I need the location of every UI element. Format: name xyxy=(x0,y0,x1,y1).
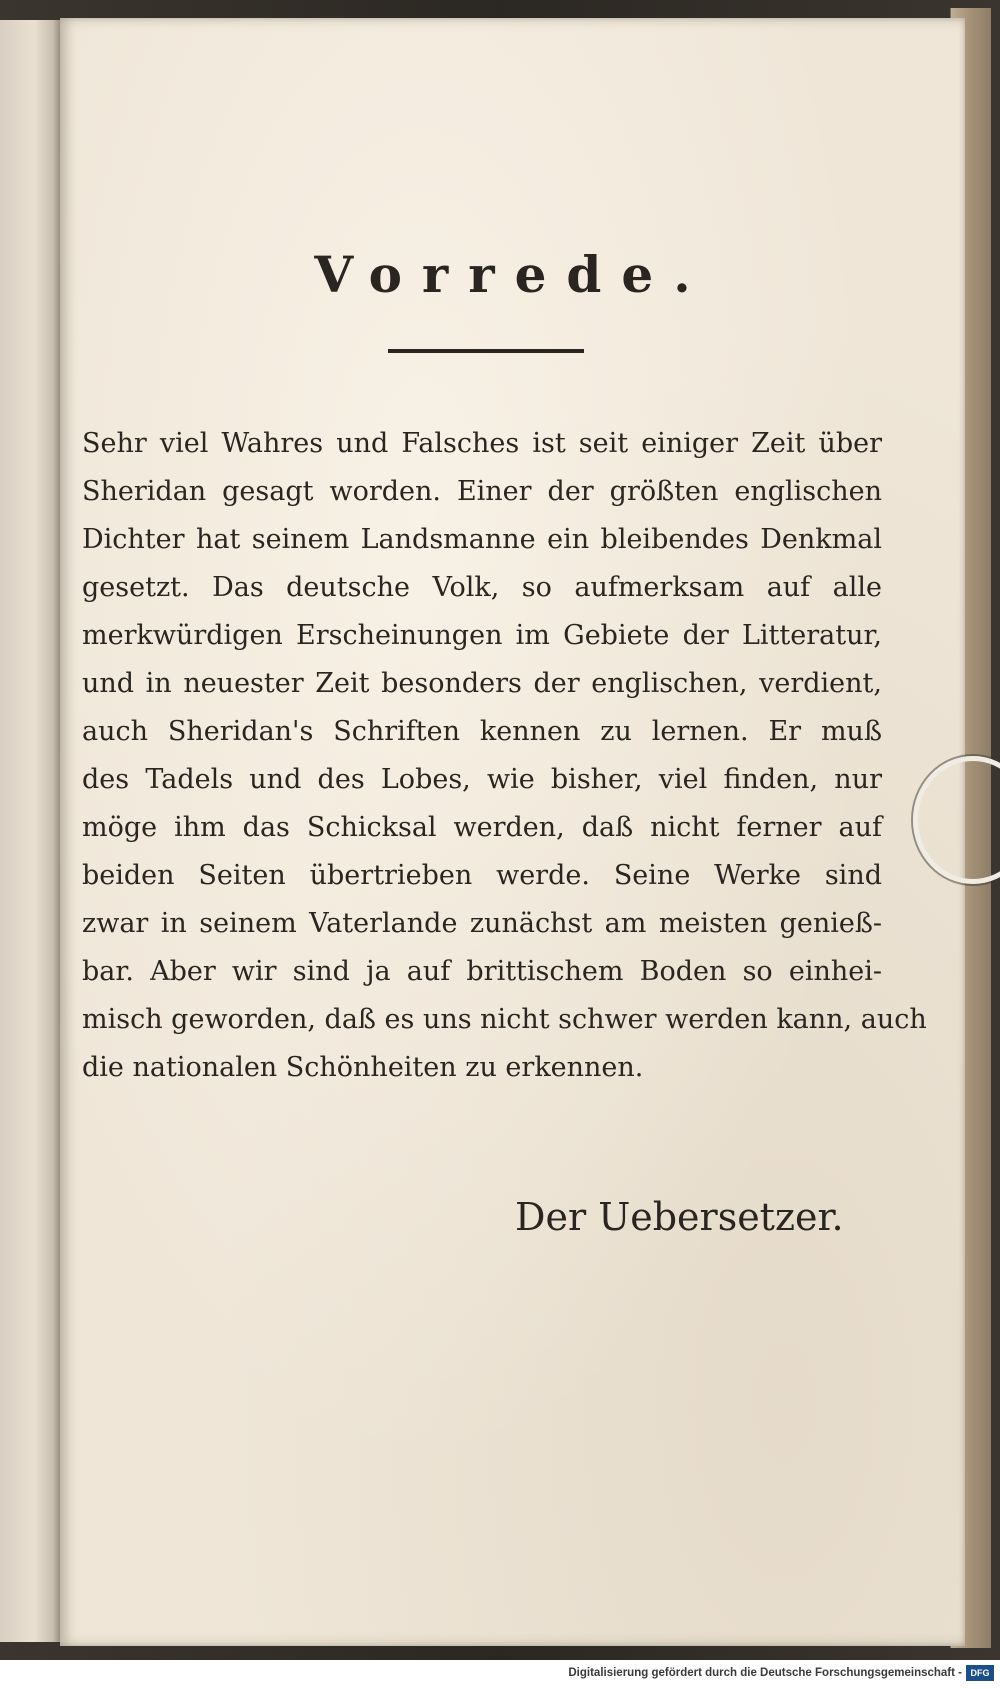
text-line: Sheridan gesagt worden. Einer der größten englischen xyxy=(82,476,882,507)
title-rule xyxy=(388,349,584,353)
text-line: und in neuester Zeit besonders der englischen, verdient, xyxy=(82,668,882,699)
dfg-logo-icon: DFG xyxy=(966,1665,994,1681)
signature: Der Uebersetzer. xyxy=(515,1195,844,1239)
left-page-edge xyxy=(0,20,64,1642)
text-line: des Tadels und des Lobes, wie bisher, viel finden, nur xyxy=(82,764,882,795)
preface-paragraph xyxy=(82,420,927,1092)
text-line: Dichter hat seinem Landsmanne ein bleibendes Denkmal xyxy=(82,524,882,555)
footer-credit: Digitalisierung gefördert durch die Deutsche Forschungsgemeinschaft - xyxy=(568,1667,962,1679)
text-line: Sehr viel Wahres und Falsches ist seit einiger Zeit über xyxy=(82,428,882,459)
text-line: bar. Aber wir sind ja auf brittischem Boden so einhei- xyxy=(82,956,882,987)
text-line: gesetzt. Das deutsche Volk, so aufmerksam auf alle xyxy=(82,572,882,603)
text-line: misch geworden, daß es uns nicht schwer werden kann, auch xyxy=(82,1004,927,1035)
text-line: die nationalen Schönheiten zu erkennen. xyxy=(82,1052,644,1083)
text-line: beiden Seiten übertrieben werde. Seine Werke sind xyxy=(82,860,882,891)
text-line: merkwürdigen Erscheinungen im Gebiete der Litteratur, xyxy=(82,620,882,651)
text-line: zwar in seinem Vaterlande zunächst am meisten genieß- xyxy=(82,908,882,939)
text-line: auch Sheridan's Schriften kennen zu lernen. Er muß xyxy=(82,716,882,747)
page-title: Vorrede. xyxy=(314,245,711,304)
text-line: möge ihm das Schicksal werden, daß nicht ferner auf xyxy=(82,812,882,843)
